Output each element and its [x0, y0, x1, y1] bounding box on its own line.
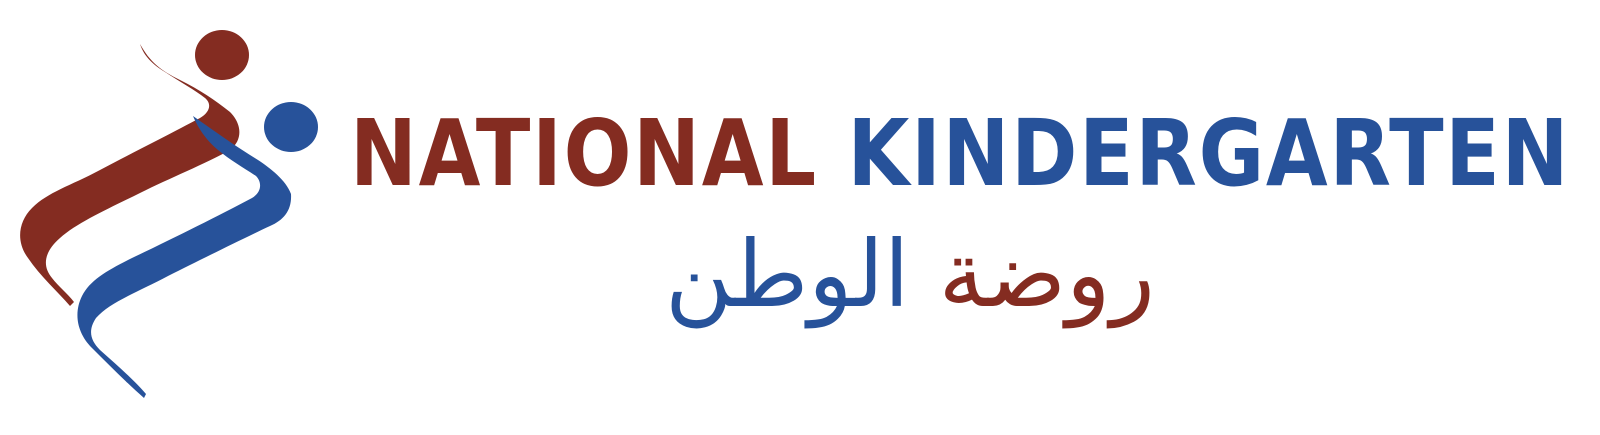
logo-title-english [350, 100, 1571, 207]
two-children-figures-icon [0, 0, 340, 435]
arabic-word-alwatan: الوطن [665, 221, 910, 328]
arabic-word-rawdat: روضة [938, 221, 1155, 328]
logo-title-arabic [660, 215, 1160, 335]
title-word-kindergarten: KINDERGARTEN [847, 100, 1571, 207]
red-figure-head [195, 30, 249, 80]
blue-figure-head [264, 102, 318, 152]
title-word-national: NATIONAL [350, 100, 818, 207]
